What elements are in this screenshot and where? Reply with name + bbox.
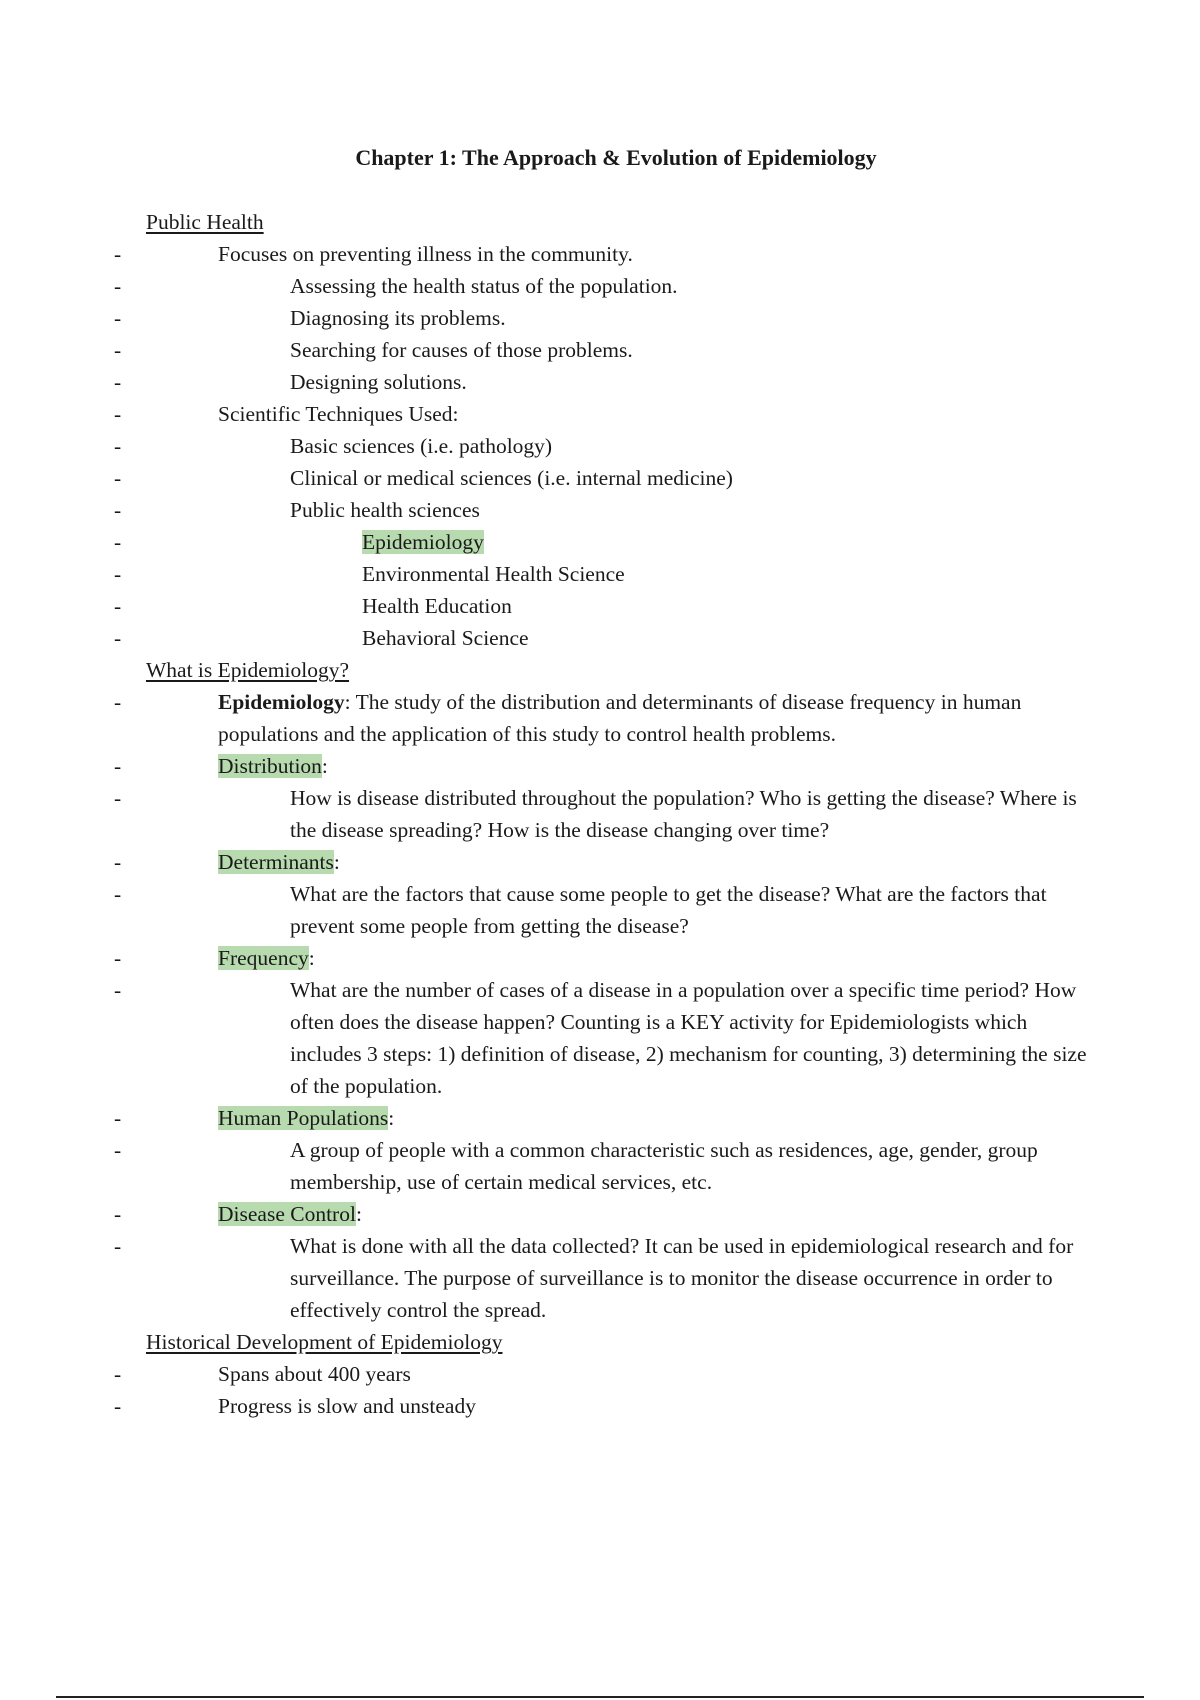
definition-term: Epidemiology [218,690,345,714]
bullet-dash: - [114,1394,122,1418]
list-item: - Spans about 400 years [146,1358,1096,1390]
list-item: - Designing solutions. [146,366,1096,398]
page-title: Chapter 1: The Approach & Evolution of Epidemiology [355,145,877,170]
list-item: - Distribution: [146,750,1096,782]
bullet-dash: - [114,530,122,554]
bullet-dash: - [114,754,122,778]
bullet-dash: - [114,594,122,618]
bullet-dash: - [114,1202,122,1226]
bullet-dash: - [114,338,122,362]
bullet-dash: - [114,1362,122,1386]
bullet-dash: - [114,690,122,714]
list-item: - Progress is slow and unsteady [146,1390,1096,1422]
highlighted-term: Frequency [218,946,309,970]
bullet-dash: - [114,1106,122,1130]
section-heading-historical-development: Historical Development of Epidemiology [146,1330,503,1354]
list-item [114,686,1096,750]
bullet-dash: - [114,466,122,490]
list-item: - Environmental Health Science [146,558,1096,590]
list-item: - Determinants: [146,846,1096,878]
bullet-dash: - [114,882,122,906]
list-item: - How is disease distributed throughout the population? Who is getting the disease? Where is the disease spreading? How is the disease changing over time? [146,782,1096,846]
list-item: - Health Education [146,590,1096,622]
highlighted-term: Determinants [218,850,334,874]
list-item: - Behavioral Science [146,622,1096,654]
list-item: - Frequency: [146,942,1096,974]
bullet-dash: - [114,946,122,970]
list-item: - Disease Control: [146,1198,1096,1230]
list-item: - Diagnosing its problems. [146,302,1096,334]
bullet-dash: - [114,370,122,394]
bullet-dash: - [114,978,122,1002]
definition-text: : The study of the distribution and determinants of disease frequency in human populations and the application of this study to control health problems. [218,690,1022,746]
list-item: - Basic sciences (i.e. pathology) [146,430,1096,462]
bullet-dash: - [114,626,122,650]
bullet-dash: - [114,402,122,426]
bullet-dash: - [114,1234,122,1258]
list-item: - Searching for causes of those problems. [146,334,1096,366]
public-health-list [114,238,1096,654]
bullet-dash: - [114,274,122,298]
bullet-dash: - [114,786,122,810]
list-item: - Assessing the health status of the population. [146,270,1096,302]
bullet-dash: - [114,434,122,458]
bullet-dash: - [114,562,122,586]
list-item: - Focuses on preventing illness in the community. [146,238,1096,270]
highlighted-term: Disease Control [218,1202,356,1226]
bullet-dash: - [114,850,122,874]
bullet-dash: - [114,306,122,330]
bullet-dash: - [114,1138,122,1162]
list-item: - Human Populations: [146,1102,1096,1134]
list-item: - A group of people with a common characteristic such as residences, age, gender, group membership, use of certain medical services, etc. [146,1134,1096,1198]
what-is-epidemiology-list [114,686,1096,1326]
document-body [114,206,1096,1422]
highlighted-term: Epidemiology [362,530,484,554]
historical-development-list [114,1358,1096,1422]
list-item: - What are the number of cases of a disease in a population over a specific time period? How often does the disease happen? Counting is a KEY activity for Epidemiologists which includes 3 steps: 1) definition of disease, 2) mechanism for counting, 3) determining the size of the population. [146,974,1096,1102]
section-heading-public-health: Public Health [146,210,264,234]
list-item: - What are the factors that cause some people to get the disease? What are the factors that prevent some people from getting the disease? [146,878,1096,942]
bullet-dash: - [114,498,122,522]
list-item: - Public health sciences [146,494,1096,526]
bullet-dash: - [114,242,122,266]
highlighted-term: Human Populations [218,1106,389,1130]
list-item [114,526,1096,558]
list-item: - Clinical or medical sciences (i.e. internal medicine) [146,462,1096,494]
section-heading-what-is-epidemiology: What is Epidemiology? [146,658,350,682]
page-bottom-divider [56,1696,1144,1698]
list-item: - What is done with all the data collected? It can be used in epidemiological research and for surveillance. The purpose of surveillance is to monitor the disease occurrence in order to effectively control the spread. [146,1230,1096,1326]
list-item: - Scientific Techniques Used: [146,398,1096,430]
highlighted-term: Distribution [218,754,322,778]
